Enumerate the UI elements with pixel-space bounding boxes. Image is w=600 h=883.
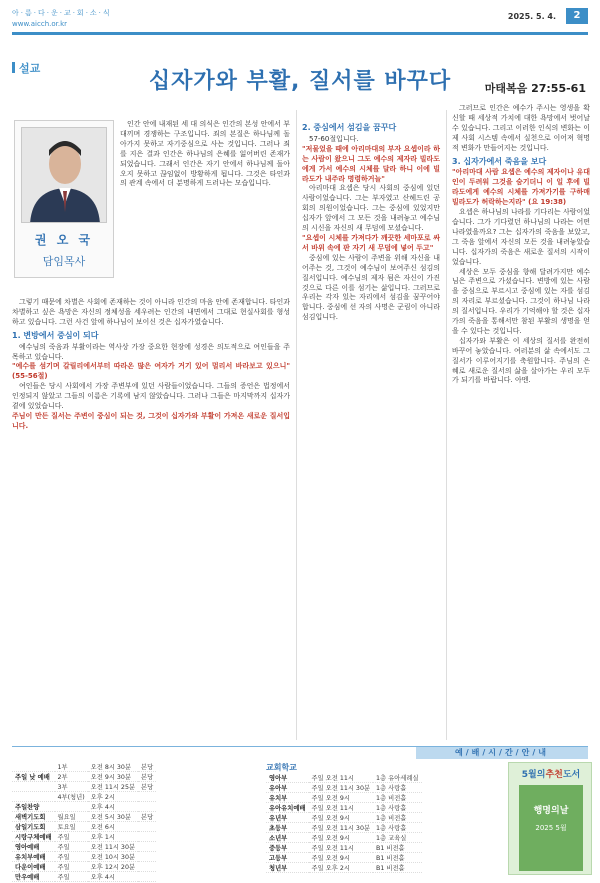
section-text: 설교 [19,62,41,75]
highlight-quote: "예수를 섬기며 갈릴리에서부터 따라온 많은 여자가 거기 있어 멀리서 바라보고 있으니" (55-56절) [12,362,290,381]
worship-row [12,832,156,842]
paragraph: 중심에 있는 사람이 주변을 위해 자신을 내어주는 것, 그것이 예수님이 보여주신 섬김의 질서입니다. 예수님의 제자 됨은 자신이 가진 것으로 다른 이를 섬기는 삶입니다. 그러므로 우리는 각자 있는 자리에서 섬김을 꿈꾸어야 합니다. 중심에 선 자의 사명은 군림이 아니라 섬김입니다. [302,253,440,322]
article-column-1 [12,298,290,432]
subheading-1: 1. 변방에서 중심이 되다 [12,330,99,340]
worship-row [12,822,156,832]
worship-cell [138,862,156,872]
education-cell: 1층 유아세례실 [373,773,422,783]
worship-cell [138,852,156,862]
education-row [266,863,422,873]
article-column-1-top [120,120,290,189]
paragraph: 세상은 모두 중심을 향해 달려가지만 예수님은 주변으로 가셨습니다. 변방에 있는 사람을 중심으로 부르시고 중심에 있는 자를 섬김의 자리로 부르셨습니다. 그것이 하나님 나라의 질서입니다. 우리가 기억해야 할 것은 십자가의 죽음을 통해서만 참된 부활의 생명을 얻을 수 있다는 것입니다. [452,267,590,335]
education-cell: 1층 사랑홀 [373,823,422,833]
education-schedule [266,773,506,873]
worship-cell: 오전 6시 [88,822,138,832]
education-row [266,783,422,793]
worship-cell [138,872,156,882]
education-cell: 주일 오전 9시 [309,813,374,823]
education-row [266,813,422,823]
worship-row [12,772,156,782]
worship-cell: 오전 8시 30분 [88,762,138,772]
worship-cell [138,792,156,802]
worship-row [12,872,156,882]
education-row [266,793,422,803]
article-column-3 [452,104,590,386]
education-cell: 주일 오전 11시 [309,803,374,813]
page-number: 2 [566,8,588,24]
worship-cell: 오후 1시 [88,832,138,842]
education-cell: 주일 오전 9시 [309,853,374,863]
schedule-title: 예/배/시/간/안/내 [416,747,588,759]
paragraph: 57-60절입니다. [309,134,359,143]
worship-cell: 시랑구체예배 [12,832,55,842]
worship-cell: 본당 [138,782,156,792]
book-month: 2025 5월 [535,824,567,832]
education-row [266,843,422,853]
education-cell: 중등부 [266,843,309,853]
paragraph: 예수님의 죽음과 부활이라는 역사상 가장 중요한 현장에 성경은 의도적으로 여인들을 주목하고 있습니다. [12,342,290,361]
pastor-photo [21,127,107,223]
worship-cell: 토요일 [55,822,88,832]
worship-cell: 삼일기도회 [12,822,55,832]
education-cell: 1층 비전홀 [373,813,422,823]
education-cell: 유아유치예배 [266,803,309,813]
education-cell: 유치부 [266,793,309,803]
worship-cell: 오전 5시 30분 [88,812,138,822]
book-header-highlight: 추천 [545,770,563,780]
education-cell: 주일 오전 9시 [309,793,374,803]
education-cell: 소년부 [266,833,309,843]
book-header [509,767,592,780]
worship-schedule [12,762,154,882]
worship-cell [138,802,156,812]
worship-cell [12,792,55,802]
column-divider [446,110,447,740]
worship-row [12,792,156,802]
subheading-3: 3. 십자가에서 죽음을 보다 [452,156,547,166]
paragraph: 그러므로 인간은 예수가 주시는 영생을 확신할 때 세상적 가치에 대한 욕망에서 벗어날 수 있습니다. 그리고 이러한 인식의 변화는 이제 사회 시스템 속에서 실천으로 이어져 혁명적 변화가 만들어지는 것입니다. [452,104,590,152]
worship-cell: 유치부예배 [12,852,55,862]
education-cell: 초등부 [266,823,309,833]
worship-row [12,852,156,862]
education-title: 교회학교 [266,763,297,772]
worship-cell: 주일찬양 [12,802,55,812]
worship-cell: 오후 4시 [88,872,138,882]
education-cell: 유아부 [266,783,309,793]
education-cell: 1층 교육실 [373,833,422,843]
paragraph: 아리마대 요셉은 당시 사회의 중심에 있던 사람이었습니다. 그는 부자였고 산헤드린 공회의 의원이었습니다. 그는 중심에 있었지만 십자가 앞에서 그 모든 것을 내려놓고 예수님의 시신을 자신의 새 무덤에 모셨습니다. [302,184,440,233]
education-row [266,853,422,863]
worship-cell: 3부 [55,782,88,792]
worship-cell [12,762,55,772]
recommended-book[interactable] [508,762,592,875]
worship-cell: 오전 9시 30분 [88,772,138,782]
education-table [266,773,422,873]
worship-row [12,802,156,812]
worship-cell [138,842,156,852]
worship-cell: 오전 10시 30분 [88,852,138,862]
education-cell: 유년부 [266,813,309,823]
education-cell: 1층 사랑홀 [373,783,422,793]
worship-cell: 주일 [55,872,88,882]
worship-cell: 본당 [138,812,156,822]
worship-cell: 오전 11시 25분 [88,782,138,792]
worship-cell [55,802,88,812]
worship-cell: 4부(청년) [55,792,88,802]
issue-date: 2025. 5. 4. [507,12,556,21]
article-column-2 [302,120,440,323]
worship-table [12,762,156,882]
subheading-2: 2. 중심에서 섬김을 꿈꾸다 [302,123,397,132]
highlight-quote: "아리마대 사람 요셉은 예수의 제자이나 유대인이 두려워 그것을 숨기더니 이 일 후에 빌라도에게 예수의 시체를 가져가기를 구하매 빌라도가 허락하는지라" (요 19:38) [452,168,590,207]
worship-cell: 주일 [55,862,88,872]
worship-cell: 만우예배 [12,872,55,882]
education-row [266,803,422,813]
education-cell: B1 비전홀 [373,843,422,853]
pastor-name: 권 오 국 [34,233,94,247]
worship-row [12,762,156,772]
worship-cell: 주일 [55,852,88,862]
site-url[interactable]: www.aicch.or.kr [12,20,68,28]
education-cell: 주일 오전 9시 [309,833,374,843]
worship-cell [138,822,156,832]
education-cell: 주일 오전 11시 [309,843,374,853]
worship-row [12,782,156,792]
book-header-pre: 5월의 [521,770,546,780]
education-cell: B1 비전홀 [373,863,422,873]
book-header-post: 도서 [562,770,581,780]
worship-cell: 영아예배 [12,842,55,852]
education-row [266,823,422,833]
scripture-reference: 마태복음 27:55-61 [484,82,586,95]
page-header [0,0,600,54]
highlight-quote: "요셉이 시체를 가져다가 깨끗한 세마포로 싸서 바위 속에 판 자기 새 무덤에 넣어 두고" [302,233,440,252]
worship-cell: 새벽기도회 [12,812,55,822]
worship-cell: 다운이예배 [12,862,55,872]
paragraph: 그렇기 때문에 차별은 사회에 존재하는 것이 아니라 인간의 마음 안에 존재합니다. 타인과 차별하고 싶은 욕망은 자신의 정체성을 세우려는 인간의 내면에서 그대로 현실사회를 형성하고 있습니다. 그런 사건 앞에 하나님이 보이신 것은 십자가였습니다. [12,298,290,326]
worship-row [12,842,156,852]
education-cell: 주일 오전 11시 30분 [309,783,374,793]
education-row [266,833,422,843]
worship-cell [138,832,156,842]
education-cell: 고등부 [266,853,309,863]
worship-cell: 오후 12시 20분 [88,862,138,872]
section-label [12,60,40,76]
education-cell: 청년부 [266,863,309,873]
education-cell: 1층 비전홀 [373,793,422,803]
worship-cell: 2부 [55,772,88,782]
worship-cell: 주일 [55,842,88,852]
education-cell: B1 비전홀 [373,853,422,863]
worship-cell: 주일 [55,832,88,842]
paragraph: 십자가와 부활은 이 세상의 질서를 완전히 바꾸어 놓았습니다. 여러분의 삶 속에서도 그 질서가 이루어지기를 축원합니다. 주님의 은혜로 새로운 질서의 삶을 살아가는 우리 모두가 되기를 바랍니다. 아멘. [452,336,590,385]
book-title: 행명의날 [533,806,569,816]
education-row [266,773,422,783]
paragraph: 요셉은 하나님의 나라를 기다리는 사람이었습니다. 그가 기다렸던 하나님의 나라는 어떤 나라였을까요? 그는 십자가의 죽음을 보았고, 그 죽음 앞에서 자신의 모든 것을 내려놓았습니다. 십자가의 죽음은 새로운 질서의 시작이었습니다. [452,208,590,266]
education-cell: 주일 오전 11시 30분 [309,823,374,833]
education-cell: 주일 오후 2시 [309,863,374,873]
paragraph: 인간 안에 내재된 세 대 의식은 인간의 본성 안에서 부대끼며 경쟁하는 구조입니다. 죄의 본질은 하나님께 돌아가지 못하고 자기중심으로 사는 것입니다. 그러나 죄를 지은 결과 인간은 하나님의 은혜를 잃어버린 존재가 되었습니다. 그래서 인간은 자기 안에서 하나님께 돌아오지 못하고 끊임없이 방황하게 됩니다. 그것은 타인과의 관계 속에서 더 분명하게 드러나는 모습입니다. [120,120,290,188]
sermon-title: 십자가와 부활, 질서를 바꾸다 [148,69,452,94]
worship-cell: 월요일 [55,812,88,822]
site-name: 아·름·다·운·교·회·소·식 [12,9,112,17]
pastor-card [14,120,114,278]
worship-cell: 오후 4시 [88,802,138,812]
education-cell: 1층 사랑홀 [373,803,422,813]
highlight-quote: 주님이 만든 질서는 주변이 중심이 되는 것, 그것이 십자가와 부활이 가져온 새로운 질서입니다. [12,411,290,430]
paragraph: 여인들은 당시 사회에서 가장 주변부에 있던 사람들이었습니다. 그들의 증언은 법정에서 인정되지 않았고 그들의 이름은 기록에 남지 않았습니다. 그러나 그들은 마지막까지 십자가 곁에 있었습니다. [12,382,290,411]
worship-cell: 본당 [138,772,156,782]
worship-cell: 본당 [138,762,156,772]
worship-row [12,862,156,872]
worship-cell: 오전 11시 30분 [88,842,138,852]
pastor-role: 담임목사 [42,255,86,268]
education-cell: 영아부 [266,773,309,783]
worship-row [12,812,156,822]
worship-cell: 1부 [55,762,88,772]
column-divider [296,110,297,740]
highlight-quote: "저물었을 때에 아리마대의 부자 요셉이라 하는 사람이 왔으니 그도 예수의 제자라 빌라도에게 가서 예수의 시체를 달라 하니 이에 빌라도가 내주라 명령하거늘" [302,144,440,183]
education-cell: 주일 오전 11시 [309,773,374,783]
header-rule [12,32,588,35]
worship-cell [12,782,55,792]
worship-cell: 오후 2시 [88,792,138,802]
worship-cell: 주일 낮 예배 [12,772,55,782]
